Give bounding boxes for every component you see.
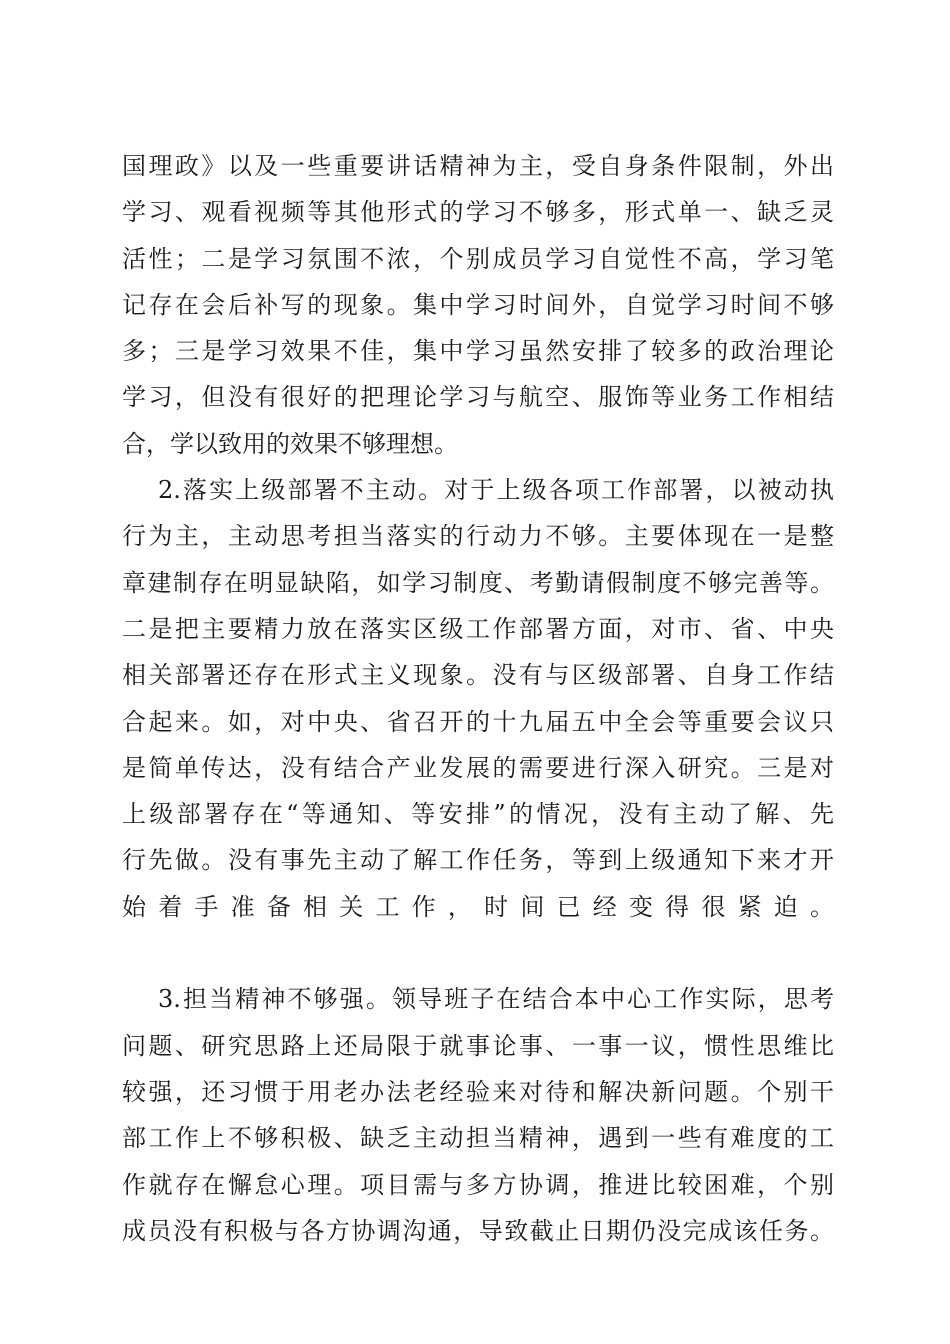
text-line: 活性；二是学习氛围不浓，个别成员学习自觉性不高，学习笔 — [122, 244, 834, 273]
text-line: 相关部署还存在形式主义现象。没有与区级部署、自身工作结 — [122, 661, 834, 690]
text-line: 是简单传达，没有结合产业发展的需要进行深入研究。三是对 — [122, 753, 834, 782]
text-line: 学习、观看视频等其他形式的学习不够多，形式单一、缺乏灵 — [122, 198, 834, 227]
text-line: 记存在会后补写的现象。集中学习时间外，自觉学习时间不够 — [122, 290, 834, 319]
text-line: 多；三是学习效果不佳，集中学习虽然安排了较多的政治理论 — [122, 337, 834, 366]
section-heading-line: 2.落实上级部署不主动。对于上级各项工作部署，以被动执 — [158, 476, 834, 505]
text-line: 始着手准备相关工作，时间已经变得很紧迫。 — [122, 892, 834, 921]
text-line: 章建制存在明显缺陷，如学习制度、考勤请假制度不够完善等。 — [122, 568, 834, 597]
text-line: 合起来。如，对中央、省召开的十九届五中全会等重要会议只 — [122, 707, 834, 736]
paragraph-study — [122, 143, 834, 467]
document-body — [122, 143, 834, 1254]
paragraph-implementation — [122, 467, 834, 976]
paragraph-responsibility — [122, 976, 834, 1254]
section-heading-line: 3.担当精神不够强。领导班子在结合本中心工作实际，思考 — [158, 985, 834, 1014]
text-line — [122, 930, 834, 976]
text-line: 问题、研究思路上还局限于就事论事、一事一议，惯性思维比 — [122, 1031, 834, 1060]
text-line: 学习，但没有很好的把理论学习与航空、服饰等业务工作相结 — [122, 383, 834, 412]
text-line: 部工作上不够积极、缺乏主动担当精神，遇到一些有难度的工 — [122, 1124, 834, 1153]
text-line: 较强，还习惯于用老办法老经验来对待和解决新问题。个别干 — [122, 1077, 834, 1106]
text-line: 行先做。没有事先主动了解工作任务，等到上级通知下来才开 — [122, 846, 834, 875]
text-line: 作就存在懈怠心理。项目需与多方协调，推进比较困难，个别 — [122, 1170, 834, 1199]
text-line: 上级部署存在“等通知、等安排”的情况，没有主动了解、先 — [122, 800, 834, 829]
text-line: 成员没有积极与各方协调沟通，导致截止日期仍没完成该任务。 — [122, 1216, 834, 1245]
text-line: 合，学以致用的效果不够理想。 — [122, 429, 458, 458]
text-line: 行为主，主动思考担当落实的行动力不够。主要体现在一是整 — [122, 522, 834, 551]
text-line: 二是把主要精力放在落实区级工作部署方面，对市、省、中央 — [122, 614, 834, 643]
text-line: 国理政》以及一些重要讲话精神为主，受自身条件限制，外出 — [122, 152, 834, 180]
